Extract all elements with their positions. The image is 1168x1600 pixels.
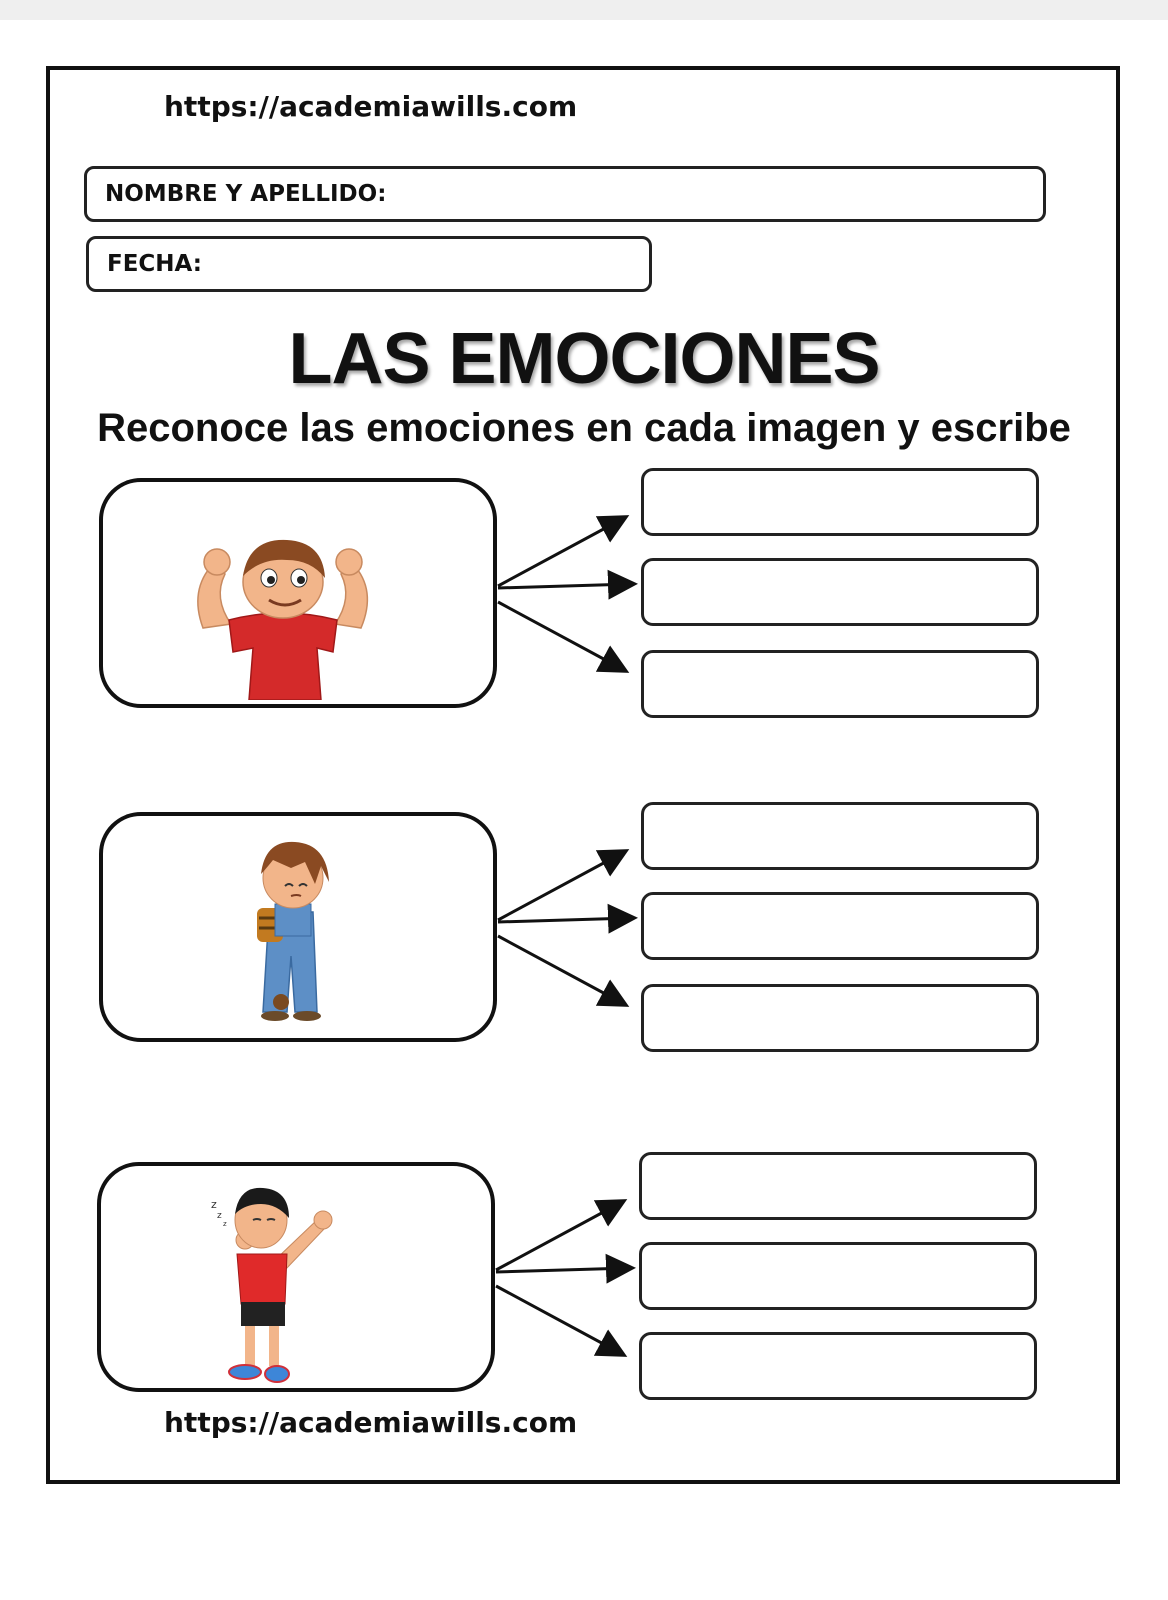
exercise-3-answer-1[interactable] xyxy=(639,1152,1037,1220)
exercise-2-answer-2[interactable] xyxy=(641,892,1039,960)
exercise-3-picture-box xyxy=(97,1162,495,1392)
name-field[interactable] xyxy=(84,166,1046,222)
date-field-label: FECHA: xyxy=(107,251,202,277)
date-field[interactable] xyxy=(86,236,652,292)
page-title: LAS EMOCIONES xyxy=(288,319,880,399)
exercise-3-answer-3[interactable] xyxy=(639,1332,1037,1400)
proud-boy-flexing-image xyxy=(183,520,383,700)
svg-text:z: z xyxy=(217,1211,222,1221)
exercise-1-picture-box xyxy=(99,478,497,708)
shy-boy-image xyxy=(235,826,345,1026)
exercise-3-answer-2[interactable] xyxy=(639,1242,1037,1310)
exercise-1-answer-3[interactable] xyxy=(641,650,1039,718)
exercise-2-answer-1[interactable] xyxy=(641,802,1039,870)
instruction-text: Reconoce las emociones en cada imagen y escribe xyxy=(97,406,1071,450)
svg-text:z: z xyxy=(223,1220,227,1228)
exercise-2-answer-3[interactable] xyxy=(641,984,1039,1052)
svg-text:z: z xyxy=(211,1198,217,1211)
exercise-1-answer-2[interactable] xyxy=(641,558,1039,626)
exercise-1-answer-1[interactable] xyxy=(641,468,1039,536)
name-field-label: NOMBRE Y APELLIDO: xyxy=(105,181,387,207)
sleepy-boy-image xyxy=(205,1174,345,1386)
browser-top-strip xyxy=(0,0,1168,20)
exercise-2-picture-box xyxy=(99,812,497,1042)
website-url-top[interactable]: https://academiawills.com xyxy=(164,90,578,123)
website-url-bottom[interactable]: https://academiawills.com xyxy=(164,1406,578,1439)
